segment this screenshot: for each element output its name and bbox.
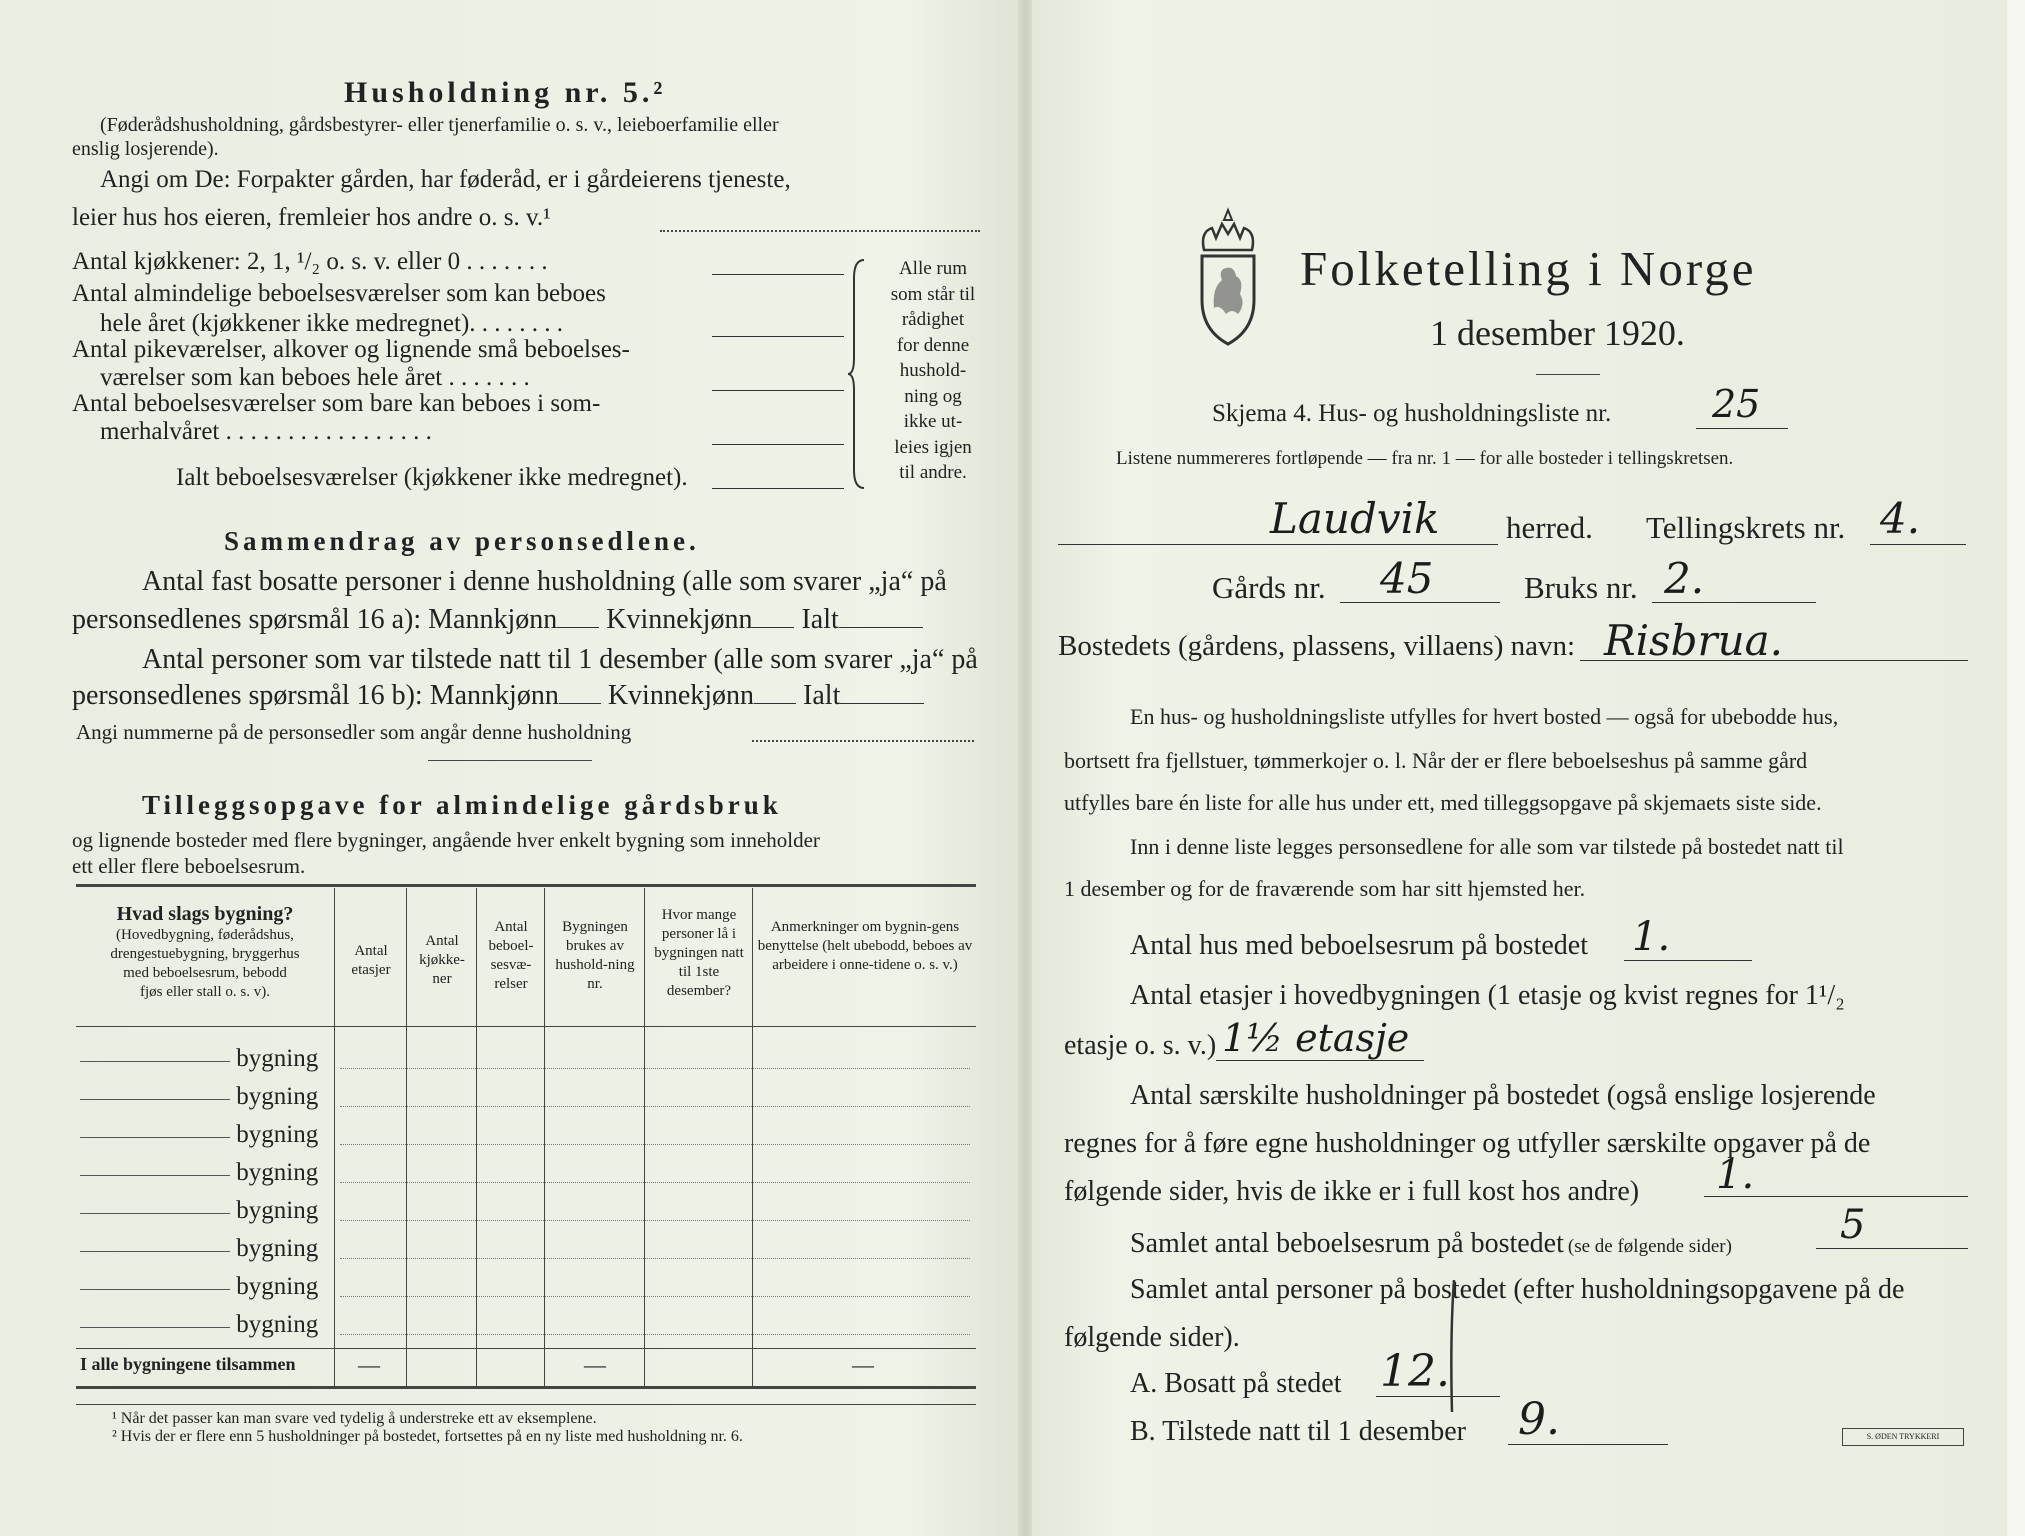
header-vaerelser: Antal beboel-sesvæ-relser — [488, 919, 534, 992]
q-kjokkener: Antal kjøkkener: 2, 1, ¹/₂ o. s. v. eller 0 . . . . . . . — [72, 248, 548, 275]
q-hus-answer-line — [1624, 960, 1752, 961]
header-bygning-sub: med beboelsesrum, bebodd — [123, 965, 287, 981]
q-rum-text: Samlet antal beboelsesrum på bostedet — [1130, 1228, 1564, 1259]
skjema-answer-line — [1696, 428, 1788, 429]
label-mannkjonn: personsedlenes spørsmål 16 a): Mannkjønn — [72, 604, 558, 635]
table-header-rule — [76, 1026, 976, 1027]
label-kvinnekjonn: Kvinnekjønn — [606, 604, 753, 635]
brace-note-line: leies igjen — [894, 436, 972, 458]
row-label: bygning — [236, 1045, 319, 1072]
q-husholdninger-value: 1. — [1716, 1152, 1755, 1198]
nummerne-answer-line — [752, 740, 974, 742]
col-divider — [752, 888, 753, 1386]
herred-answer-line — [1058, 544, 1498, 545]
tillegg-title: Tilleggsopgave for almindelige gårdsbruk — [142, 790, 782, 820]
coat-of-arms-icon — [1186, 204, 1270, 350]
gards-value: 45 — [1380, 554, 1434, 603]
para1-line2: bortsett fra fjellstuer, tømmerkojer o. l. Når der er flere beboelseshus på samme gård — [1064, 748, 1808, 773]
label-ialt: Ialt — [801, 604, 839, 635]
q-rum-answer-line — [1816, 1248, 1968, 1249]
total-dash-brukes: — — [584, 1352, 606, 1377]
sammendrag-2a: Antal personer som var tilstede natt til 1 desember (alle som svarer „ja“ på — [142, 644, 978, 675]
col-divider — [644, 888, 645, 1386]
bruks-value: 2. — [1664, 554, 1705, 603]
brace-note-line: til andre. — [899, 462, 967, 483]
sammendrag-3: Angi nummerne på de personsedler som angår denne husholdning — [76, 720, 632, 744]
row-label: bygning — [236, 1083, 319, 1110]
table-total-rule-top — [76, 1348, 976, 1349]
angi-answer-line — [660, 230, 980, 232]
q-rum-label — [1130, 1228, 1732, 1260]
brace-icon — [846, 258, 870, 490]
q-hus-value: 1. — [1632, 914, 1671, 960]
col-divider — [334, 888, 335, 1386]
brace-note — [874, 256, 992, 486]
header-bygning-sub: (Hovedbygning, føderådshus, — [116, 927, 294, 943]
row-label: bygning — [236, 1311, 319, 1338]
section-divider — [428, 760, 592, 761]
table-row — [80, 1040, 334, 1078]
household-title: Husholdning nr. 5.² — [344, 76, 667, 109]
q-hus-label: Antal hus med beboelsesrum på bostedet — [1130, 930, 1589, 961]
q-rum-small: (se de følgende sider) — [1567, 1236, 1732, 1257]
total-dash-etasjer: — — [358, 1352, 380, 1377]
bostedets-value: Risbrua. — [1604, 616, 1784, 665]
brace-note-line: som står til — [890, 283, 976, 305]
q-husholdninger-line2: regnes for å føre egne husholdninger og utfyller særskilte opgaver på de — [1064, 1128, 1871, 1159]
brace-note-line: Alle rum — [898, 258, 968, 279]
census-title: Folketelling i Norge — [1300, 241, 1757, 296]
printer-stamp: S. ØDEN TRYKKERI — [1842, 1428, 1964, 1446]
header-brukes: Bygningen brukes av hushold-ning nr. — [555, 919, 635, 992]
header-bygning-title: Hvad slags bygning? — [116, 903, 294, 925]
q-sommer-1: Antal beboelsesværelser som bare kan beboes i som- — [72, 390, 601, 417]
table-row — [80, 1116, 334, 1154]
sommer-answer-line — [712, 444, 844, 445]
row-label: bygning — [236, 1197, 319, 1224]
q-pike-2: værelser som kan beboes hele året . . . . . . . — [100, 364, 530, 391]
bruks-label: Bruks nr. — [1524, 570, 1638, 605]
footnote-2: ² Hvis der er flere enn 5 husholdninger på bostedet, fortsettes på en ny liste med husholdning nr. 6. — [112, 1428, 743, 1445]
gards-label: Gårds nr. — [1212, 570, 1326, 605]
ialt-answer-line — [712, 488, 844, 489]
table-row — [80, 1230, 334, 1268]
q-pike-1: Antal pikeværelser, alkover og lignende små beboelses- — [72, 336, 630, 363]
header-bygning-sub: drengestuebygning, bryggerhus — [110, 946, 300, 962]
census-date: 1 desember 1920. — [1430, 313, 1685, 353]
header-etasjer: Antal etasjer — [351, 943, 391, 978]
table-row — [80, 1268, 334, 1306]
header-bygning — [80, 902, 330, 1002]
col-divider — [476, 888, 477, 1386]
col-divider — [544, 888, 545, 1386]
table-bottom-rule — [76, 1386, 976, 1389]
footnote-rule — [76, 1404, 976, 1405]
q-personer-line1: Samlet antal personer på bostedet (efter husholdningsopgavene på de — [1130, 1274, 1905, 1305]
page-fold — [1018, 0, 1032, 1536]
q-husholdninger-line3: følgende sider, hvis de ikke er i full kost hos andre) — [1064, 1176, 1640, 1207]
label-ialt: Ialt — [803, 680, 841, 711]
sammendrag-2b — [72, 680, 924, 712]
pike-answer-line — [712, 390, 844, 391]
tillegg-line-2: ett eller flere beboelsesrum. — [72, 854, 306, 878]
header-bygning-sub: fjøs eller stall o. s. v). — [140, 984, 270, 1000]
brace-note-line: ikke ut- — [903, 411, 963, 432]
header-kjokkener: Antal kjøkke-ner — [419, 933, 465, 987]
title-divider — [1536, 374, 1600, 375]
intro-line-1: (Føderådshusholdning, gårdsbestyrer- eller tjenerfamilie o. s. v., leieboerfamilie eller — [100, 114, 779, 136]
skjema-value: 25 — [1712, 382, 1761, 426]
para1-line3: utfylles bare én liste for alle hus under ett, med tilleggsopgave på skjemaets siste side. — [1064, 790, 1822, 815]
footnote-1: ¹ Når det passer kan man svare ved tydelig å understreke ett av eksemplene. — [112, 1410, 597, 1427]
q-tilstede-label: B. Tilstede natt til 1 desember — [1130, 1416, 1466, 1447]
label-mannkjonn: personsedlenes spørsmål 16 b): Mannkjønn — [72, 680, 559, 711]
q-rum-value: 5 — [1840, 1202, 1866, 1248]
brace-note-line: for denne — [896, 334, 970, 356]
herred-value: Laudvik — [1270, 494, 1440, 543]
row-label: bygning — [236, 1235, 319, 1262]
sammendrag-1a: Antal fast bosatte personer i denne husholdning (alle som svarer „ja“ på — [142, 566, 947, 597]
q-ialt: Ialt beboelsesværelser (kjøkkener ikke medregnet). — [176, 464, 688, 491]
q-sommer-2: merhalvåret . . . . . . . . . . . . . . . . . — [100, 418, 432, 445]
row-label: bygning — [236, 1273, 319, 1300]
angi-line-2: leier hus hos eieren, fremleier hos andre o. s. v.¹ — [72, 204, 551, 231]
table-row — [80, 1306, 334, 1344]
brace-note-line: rådighet — [901, 309, 965, 330]
kjokkener-answer-line — [712, 274, 844, 275]
header-personer: Hvor mange personer lå i bygningen natt til 1ste desember? — [654, 907, 744, 999]
sammendrag-title: Sammendrag av personsedlene. — [224, 526, 700, 556]
table-row — [80, 1078, 334, 1116]
brace-note-line: ning og — [904, 385, 962, 407]
total-dash-anm: — — [852, 1352, 874, 1377]
header-anmerkninger: Anmerkninger om bygnin-gens benyttelse (helt ubebodd, beboes av arbeidere i onne-tidene o. s. v.) — [757, 919, 973, 973]
herred-label: herred. — [1506, 510, 1593, 545]
q-etasjer-line2: etasje o. s. v.) — [1064, 1030, 1217, 1061]
para2-line2: 1 desember og for de fraværende som har sitt hjemsted her. — [1064, 876, 1586, 901]
tellingskrets-value: 4. — [1880, 494, 1921, 543]
tellingskrets-answer-line — [1870, 544, 1966, 545]
para2-line1: Inn i denne liste legges personsedlene for alle som var tilstede på bostedet natt til — [1130, 834, 1844, 859]
tellingskrets-label: Tellingskrets nr. — [1646, 510, 1846, 545]
building-rows — [80, 1040, 334, 1344]
intro-line-2: enslig losjerende). — [72, 138, 219, 160]
tillegg-line-1: og lignende bosteder med flere bygninger, angående hver enkelt bygning som inneholder — [72, 828, 820, 852]
table-top-rule — [76, 884, 976, 887]
row-label: bygning — [236, 1121, 319, 1148]
skjema-line: Skjema 4. Hus- og husholdningsliste nr. — [1212, 400, 1612, 427]
row-label: bygning — [236, 1159, 319, 1186]
q-almindelige-2: hele året (kjøkkener ikke medregnet). . . . . . . . — [100, 310, 564, 337]
q-almindelige-1: Antal almindelige beboelsesværelser som kan beboes — [72, 280, 606, 307]
paper-edge — [2007, 0, 2025, 1536]
total-label: I alle bygningene tilsammen — [80, 1354, 296, 1374]
para1-line1: En hus- og husholdningsliste utfylles for hvert bosted — også for ubebodde hus, — [1130, 704, 1839, 729]
almindelige-answer-line — [712, 336, 844, 337]
q-bosatt-label: A. Bosatt på stedet — [1130, 1368, 1342, 1399]
q-etasjer-value: 1½ etasje — [1222, 1016, 1410, 1060]
col-divider — [406, 888, 407, 1386]
angi-line-1: Angi om De: Forpakter gården, har føderåd, er i gårdeierens tjeneste, — [100, 166, 791, 193]
bostedets-label: Bostedets (gårdens, plassens, villaens) navn: — [1058, 630, 1576, 662]
q-etasjer-line1: Antal etasjer i hovedbygningen (1 etasje og kvist regnes for 1¹/₂ — [1130, 980, 1845, 1011]
q-tilstede-value: 9. — [1518, 1394, 1560, 1445]
q-etasjer-answer-line — [1216, 1060, 1424, 1061]
table-row — [80, 1192, 334, 1230]
q-husholdninger-line1: Antal særskilte husholdninger på bostedet (også enslige losjerende — [1130, 1080, 1876, 1111]
listene-note: Listene nummereres fortløpende — fra nr. 1 — for alle bosteder i tellingskretsen. — [1116, 448, 1734, 469]
table-row — [80, 1154, 334, 1192]
brace-note-line: hushold- — [899, 360, 967, 381]
sammendrag-1b — [72, 604, 923, 636]
q-bosatt-value: 12. — [1380, 1346, 1450, 1397]
q-personer-line2: følgende sider). — [1064, 1322, 1240, 1353]
label-kvinnekjonn: Kvinnekjønn — [607, 680, 755, 711]
